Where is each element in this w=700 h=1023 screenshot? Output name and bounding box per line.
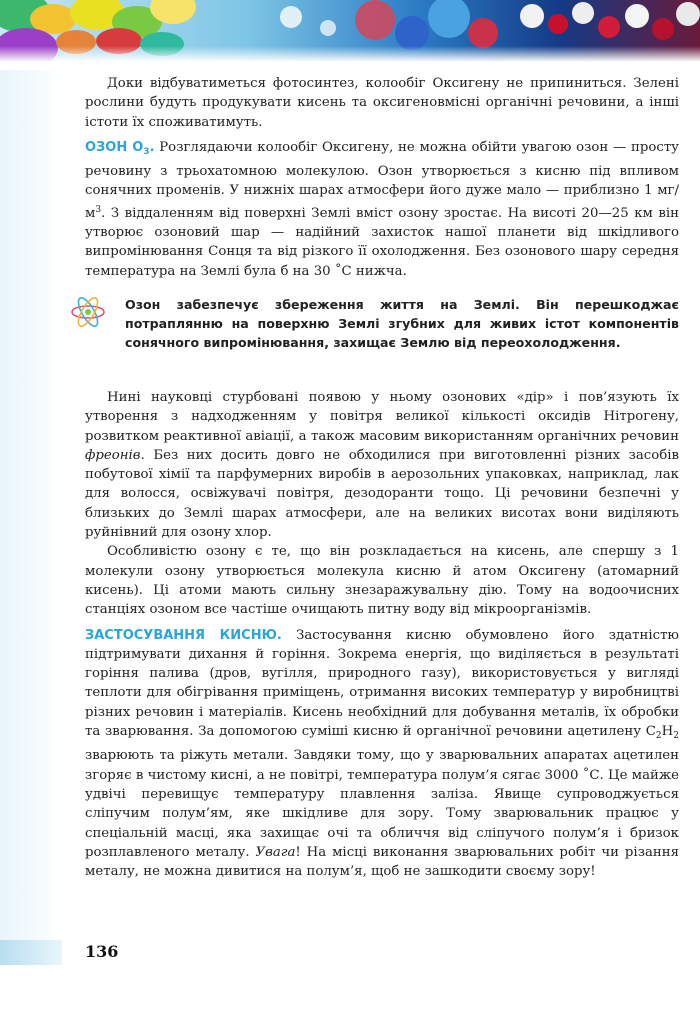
left-margin-decoration [0,70,62,950]
ozone-heading: ОЗОН $O_3$. [85,139,155,157]
page-number: 136 [85,942,119,961]
intro-paragraph: Доки відбуватиметься фотосинтез, колообіг Оксигену не припиниться. Зелені рослини будуть продукувати кисень та оксигеновмісні органічні речовини, а інші істоти їх споживатимуть. [85,76,679,130]
banner-chemistry-image [0,0,700,62]
page-content [85,74,679,881]
ozone-holes-paragraph: Нині науковці стурбовані появою у ньому озонових «дір» і пов’язують їх утворення з надходженням у повітря великої кількості оксидів Нітрогену, розвитком реактивної авіації, а також масовим використанням органічних речовин фреонів. Без них досить довго не обходилися при виготовленні різних засобів побутової хімії та парфумерних виробів в аерозольних упаковках, наприклад, лак для волосся, освіжувачі повітря, дезодоранти тощо. Ці речовини безпечні у близьких до Землі шарах атмосфери, але на великих висотах вони виділяють руйнівний для озону хлор. [85,389,679,541]
ozone-feature-paragraph: Особливістю озону є те, що він розкладається на кисень, але спершу з 1 молекули озону утворюється молекула кисню й атом Оксигену (атомарний кисень). Ці атоми мають сильну знезаражувальну дію. Тому на водоочисних станціях озоном все частіше очищають питну воду від мікроорганізмів. [85,544,679,618]
ozone-paragraph: ОЗОН $O_3$. Розглядаючи колообіг Оксигену, не можна обійти увагою озон — просту речовину з трьохатомною молекулою. Озон утворюється з кисню під впливом сонячних променів. У нижніх шарах атмосфери його дуже мало — приблизно 1 $мг/м^3$. З віддаленням від поверхні Землі вміст озону зростає. На висоті 20—25 км він утворює озоновий шар — надійний захисток нашої планети від шкідливого випромінювання Сонця та від різкого її охолодження. Без озонового шару середня температура на Землі була б на 30 ˚С нижча. [85,139,680,279]
application-heading: ЗАСТОСУВАННЯ КИСНЮ. [85,627,282,643]
page-number-strip [0,940,62,965]
callout-block [85,295,679,352]
callout-text: Озон забезпечує збереження життя на Землі. Він перешкоджає потраплянню на поверхню Землі згубних для живих істот компонентів сонячного випромінювання, захищає Землю від переохолодження. [125,296,679,350]
atom-icon [69,295,107,329]
application-paragraph: ЗАСТОСУВАННЯ КИСНЮ. Застосування кисню обумовлено його здатністю підтримувати дихання й горіння. Зокрема енергія, що виділяється в результаті горіння палива (дров, вугілля, природного газу), використовується у вигляді теплоти для обігрівання приміщень, отримання високих температур у виробництві різних речовин і матеріалів. Кисень необхідний для добування металів, їх обробки та зварювання. За допомогою суміші кисню й органічної речовини ацетилену $C_2H_2$ зварюють та ріжуть метали. Завдяки тому, що у зварювальних апаратах ацетилен згоряє в чистому кисні, а не повітрі, температура полум’я сягає 3000 ˚С. Це майже удвічі перевищує температуру плавлення заліза. Явище супроводжується сліпучим полум’ям, яке шкідливе для зору. Тому зварювальник працює у спеціальній масці, яка захищає очі та обличчя від сліпучого полум’я і бризок розплавленого металу. Увага! На місці виконання зварювальних робіт чи різання металу, не можна дивитися на полум’я, щоб не зашкодити своєму зору! [85,627,680,880]
